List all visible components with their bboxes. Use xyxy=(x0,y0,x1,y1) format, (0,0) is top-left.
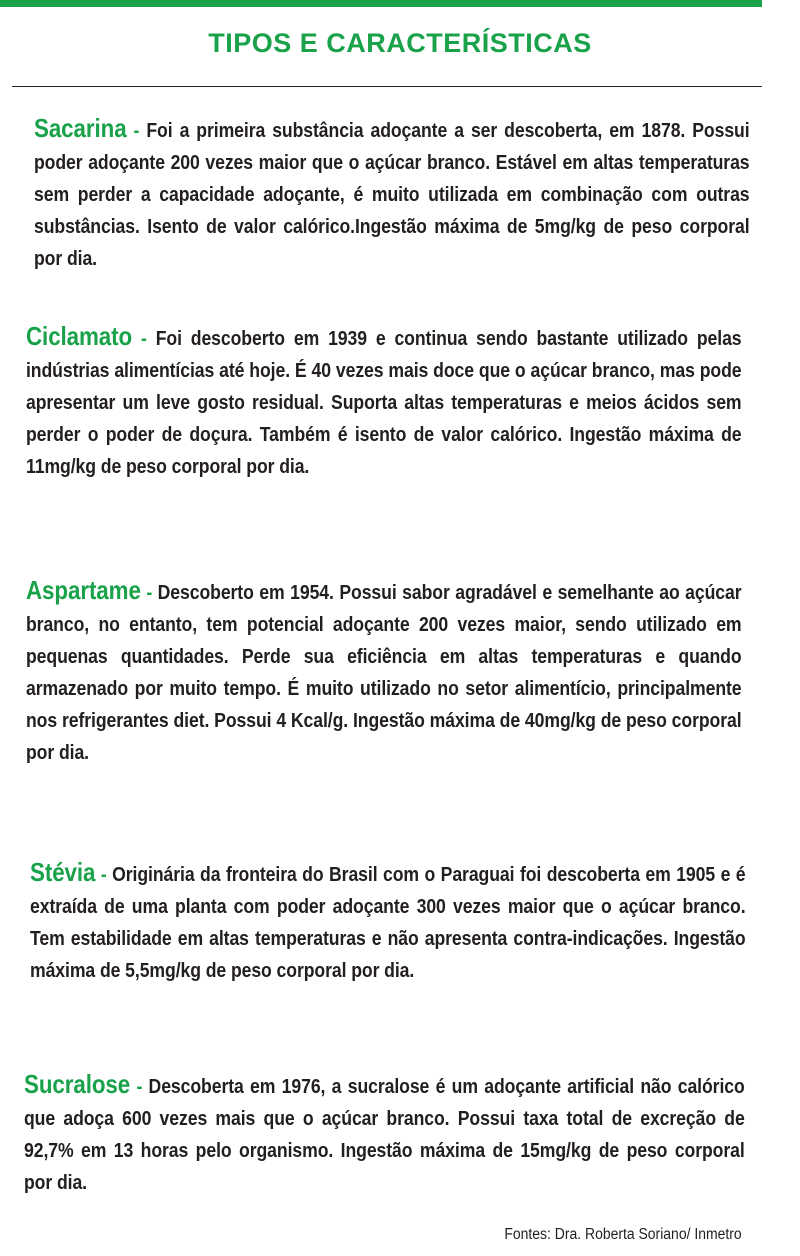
title-divider xyxy=(12,86,762,87)
entry-name: Aspartame xyxy=(26,575,141,605)
entry-stevia xyxy=(30,856,746,987)
page-title: TIPOS E CARACTERÍSTICAS xyxy=(208,28,592,58)
entry-name: Ciclamato xyxy=(26,321,133,351)
entry-name: Stévia xyxy=(30,857,96,887)
entry-separator: - xyxy=(130,1075,149,1098)
source-credit: Fontes: Dra. Roberta Soriano/ Inmetro xyxy=(504,1226,742,1243)
entry-aspartame xyxy=(26,574,742,769)
entry-sacarina xyxy=(34,112,750,275)
entry-name: Sucralose xyxy=(24,1069,131,1099)
entry-text: Descoberta em 1976, a sucralose é um adoçante artificial não calórico que adoça 600 vezes mais que o açúcar branco. Possui taxa total de excreção de 92,7% em 13 horas pelo organismo. Ingestão máxima de 15mg/kg de peso corporal por dia. xyxy=(24,1075,745,1194)
entry-text: Descoberto em 1954. Possui sabor agradável e semelhante ao açúcar branco, no entanto, tem potencial adoçante 200 vezes maior, sendo utilizado em pequenas quantidades. Perde sua eficiência em altas temperaturas e quando armazenado por muito tempo. É muito utilizado no setor alimentício, principalmente nos refrigerantes diet. Possui 4 Kcal/g. Ingestão máxima de 40mg/kg de peso corporal por dia. xyxy=(26,581,742,764)
entry-text: Foi a primeira substância adoçante a ser descoberta, em 1878. Possui poder adoçante 200 vezes maior que o açúcar branco. Estável em altas temperaturas sem perder a capacidade adoçante, é muito utilizada em combinação com outras substâncias. Isento de valor calórico.Ingestão máxima de 5mg/kg de peso corporal por dia. xyxy=(34,119,750,270)
entry-text: Originária da fronteira do Brasil com o Paraguai foi descoberta em 1905 e é extraída de uma planta com poder adoçante 300 vezes maior que o açúcar branco. Tem estabilidade em altas temperaturas e não apresenta contra-indicações. Ingestão máxima de 5,5mg/kg de peso corporal por dia. xyxy=(30,863,746,982)
entry-text: Foi descoberto em 1939 e continua sendo bastante utilizado pelas indústrias alimentícias até hoje. É 40 vezes mais doce que o açúcar branco, mas pode apresentar um leve gosto residual. Suporta altas temperaturas e meios ácidos sem perder o poder de doçura. Também é isento de valor calórico. Ingestão máxima de 11mg/kg de peso corporal por dia. xyxy=(26,327,742,478)
entry-name: Sacarina xyxy=(34,113,127,143)
entry-ciclamato xyxy=(26,320,742,483)
entry-separator: - xyxy=(126,119,147,142)
entry-separator: - xyxy=(140,581,158,604)
entry-separator: - xyxy=(95,863,113,886)
entry-separator: - xyxy=(132,327,156,350)
entry-sucralose xyxy=(24,1068,745,1199)
top-accent-bar xyxy=(0,0,762,7)
